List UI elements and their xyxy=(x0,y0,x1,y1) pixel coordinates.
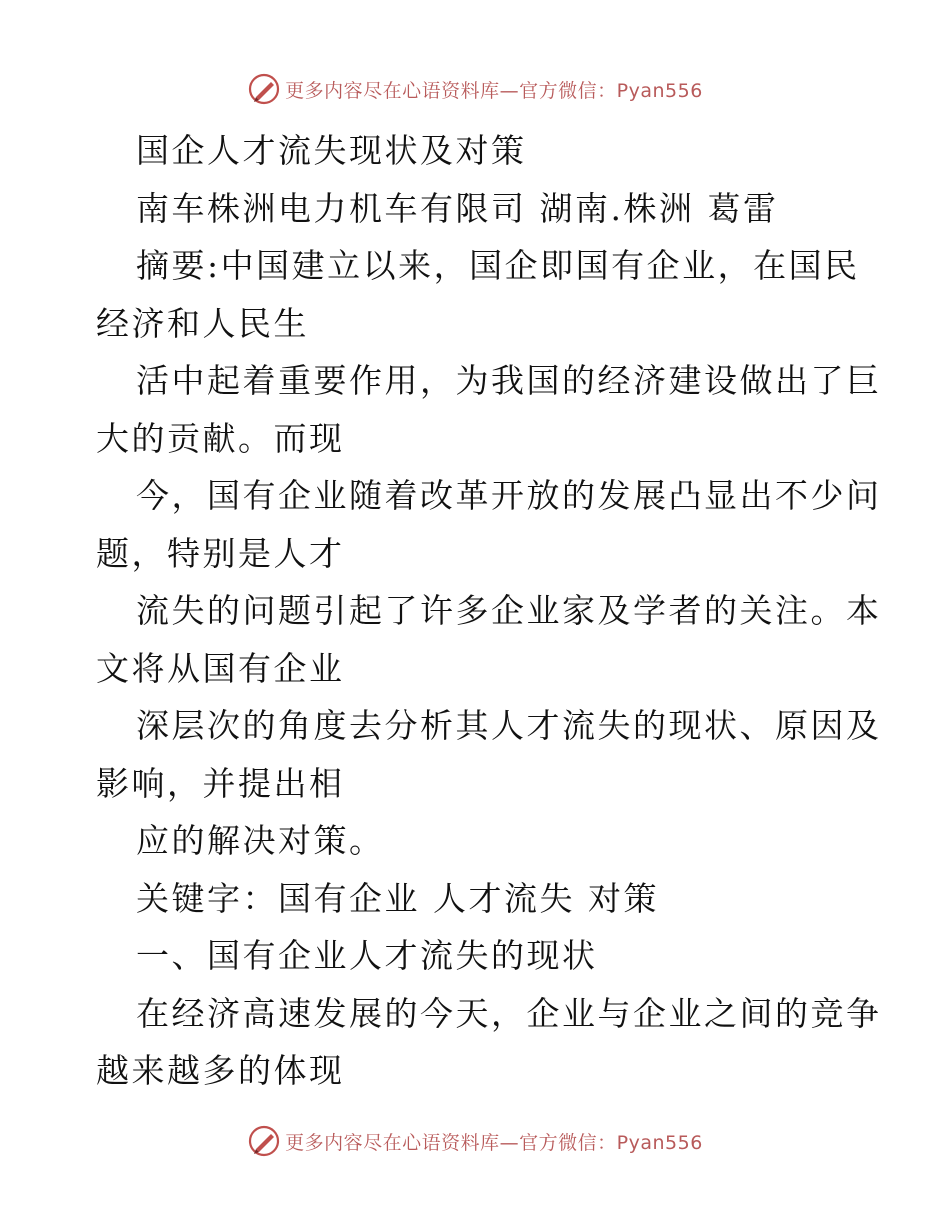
text-line: 流失的问题引起了许多企业家及学者的关注。本 xyxy=(136,591,882,630)
text-line: 越来越多的体现 xyxy=(96,1051,345,1090)
watermark-header xyxy=(0,72,950,106)
watermark-footer-text: 更多内容尽在心语资料库—官方微信：Pyan556 xyxy=(285,1131,703,1154)
watermark-footer xyxy=(0,1124,950,1158)
text-line: 文将从国有企业 xyxy=(96,648,345,688)
text-line: 在经济高速发展的今天，企业与企业之间的竞争 xyxy=(136,993,882,1033)
watermark-header-text: 更多内容尽在心语资料库—官方微信：Pyan556 xyxy=(285,79,703,102)
text-line: 南车株洲电力机车有限司 湖南.株洲 葛雷 xyxy=(136,188,779,228)
pen-logo-icon xyxy=(247,1124,281,1158)
text-line: 今，国有企业随着改革开放的发展凸显出不少问 xyxy=(136,476,882,515)
text-line: 活中起着重要作用，为我国的经济建设做出了巨 xyxy=(136,361,882,400)
text-line: 国企人才流失现状及对策 xyxy=(136,131,527,170)
text-line: 应的解决对策。 xyxy=(136,821,385,860)
text-line: 题，特别是人才 xyxy=(96,533,345,573)
text-line: 一、国有企业人才流失的现状 xyxy=(136,936,598,975)
text-line: 大的贡献。而现 xyxy=(96,418,345,458)
text-line: 关键字：国有企业 人才流失 对策 xyxy=(136,878,659,918)
text-line: 摘要:中国建立以来，国企即国有企业，在国民 xyxy=(136,246,860,285)
text-line: 经济和人民生 xyxy=(96,303,309,343)
pen-logo-icon xyxy=(247,72,281,106)
document-body xyxy=(96,122,882,1100)
text-line: 影响，并提出相 xyxy=(96,763,345,803)
text-line: 深层次的角度去分析其人才流失的现状、原因及 xyxy=(136,706,882,745)
